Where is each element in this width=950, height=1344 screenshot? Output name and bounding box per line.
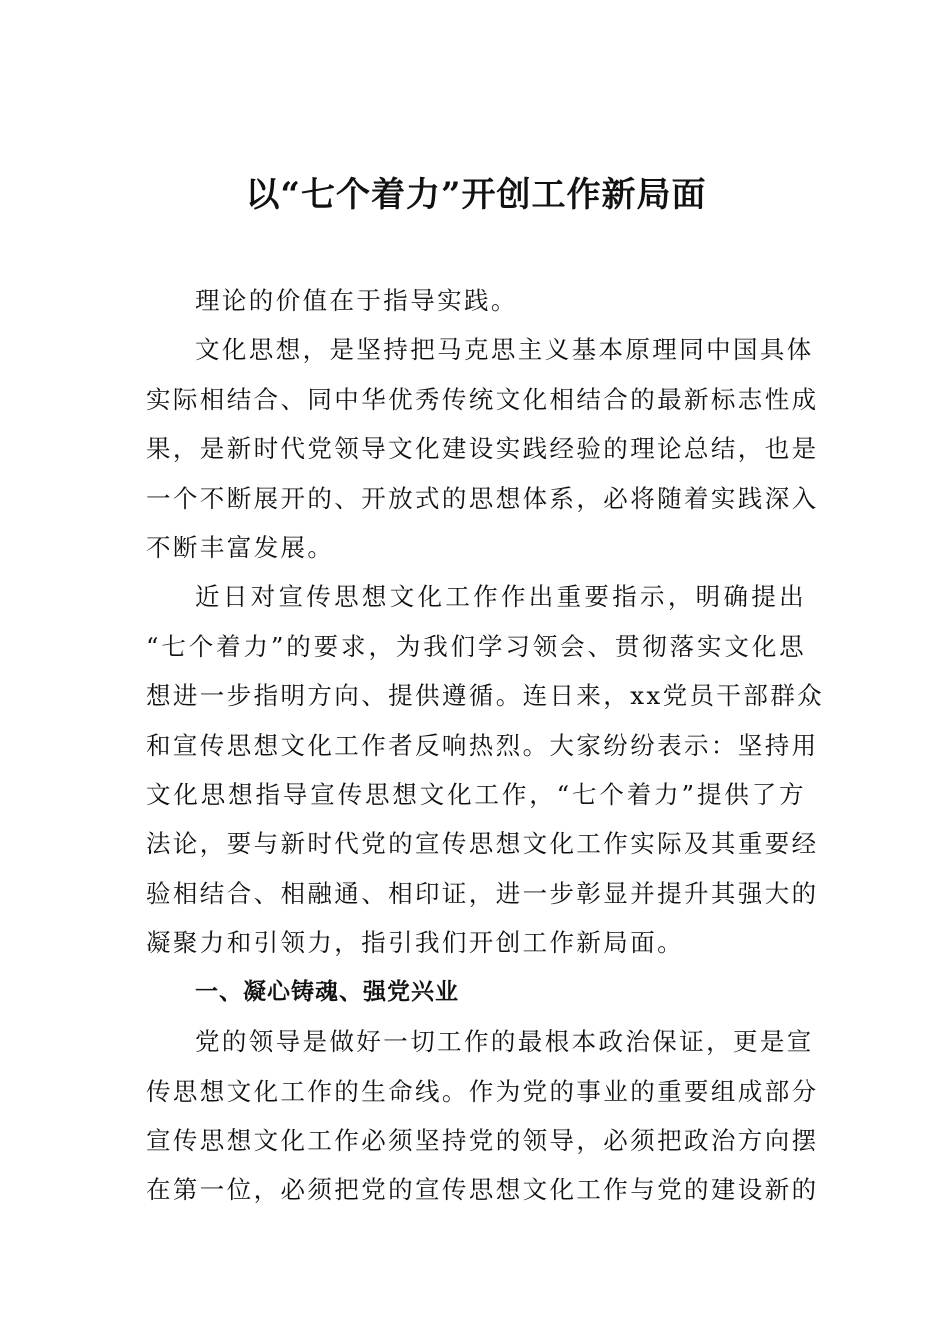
paragraph-line: 宣传思想文化工作必须坚持党的领导，必须把政治方向摆: [146, 1125, 819, 1155]
paragraph-line: 和宣传思想文化工作者反响热烈。大家纷纷表示：坚持用: [146, 730, 819, 760]
paragraph-line: 想进一步指明方向、提供遵循。连日来，xx党员干部群众: [146, 681, 825, 711]
section-heading: 一、凝心铸魂、强党兴业: [195, 978, 459, 1005]
body-paragraph: [146, 572, 825, 967]
paragraph-line: 法论，要与新时代党的宣传思想文化工作实际及其重要经: [146, 829, 819, 859]
body-paragraph: [146, 1017, 819, 1215]
paragraph-line: 在第一位，必须把党的宣传思想文化工作与党的建设新的: [146, 1175, 819, 1205]
paragraph-line: 实际相结合、同中华优秀传统文化相结合的最新标志性成: [146, 384, 819, 414]
paragraph-line: 凝聚力和引领力，指引我们开创工作新局面。: [146, 928, 684, 958]
paragraph-line: 果，是新时代党领导文化建设实践经验的理论总结，也是: [146, 434, 819, 464]
paragraph-line: “七个着力”的要求，为我们学习领会、贯彻落实文化思: [146, 631, 806, 661]
paragraph-line: 党的领导是做好一切工作的最根本政治保证，更是宣: [195, 1027, 814, 1057]
paragraph-line: 文化思想，是坚持把马克思主义基本原理同中国具体: [195, 335, 814, 365]
paragraph-line: 验相结合、相融通、相印证，进一步彰显并提升其强大的: [146, 878, 819, 908]
paragraph-line: 传思想文化工作的生命线。作为党的事业的重要组成部分: [146, 1076, 819, 1106]
document-body: [146, 276, 825, 1215]
paragraph-line: 近日对宣传思想文化工作作出重要指示，明确提出: [195, 582, 806, 612]
paragraph-line: 一个不断展开的、开放式的思想体系，必将随着实践深入: [146, 483, 819, 513]
body-paragraph: [146, 276, 806, 325]
document-title: 以“七个着力”开创工作新局面: [245, 175, 707, 215]
paragraph-line: 文化思想指导宣传思想文化工作，“七个着力”提供了方: [146, 780, 806, 810]
body-paragraph: [146, 325, 819, 572]
paragraph-line: 不断丰富发展。: [146, 533, 335, 563]
paragraph-line: 理论的价值在于指导实践。: [195, 286, 518, 315]
